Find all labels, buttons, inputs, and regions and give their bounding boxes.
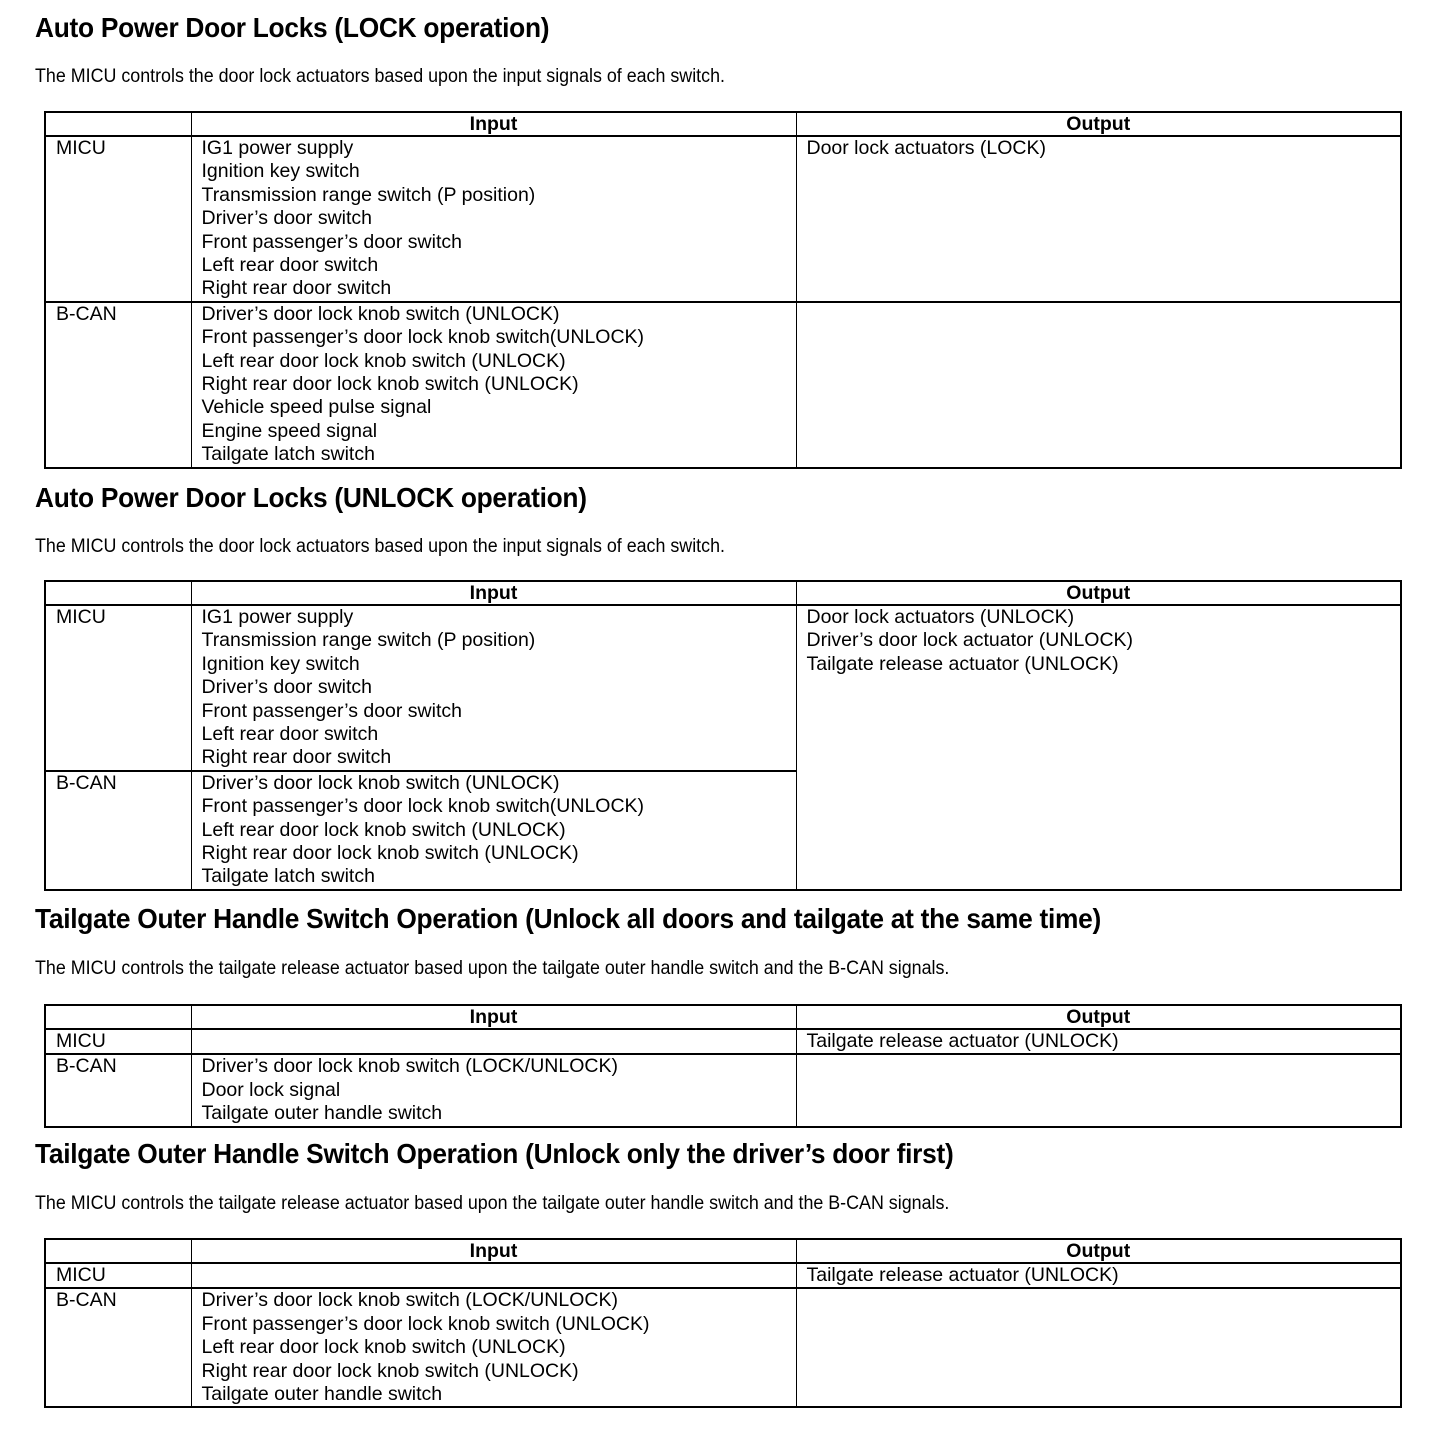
input-item: Driver’s door switch bbox=[201, 676, 372, 699]
header-blank bbox=[45, 1239, 191, 1263]
section-description: The MICU controls the tailgate release actuator based upon the tailgate outer handle switch and the B-CAN signals. bbox=[35, 1193, 950, 1214]
table-row bbox=[45, 1029, 1401, 1054]
input-item: Front passenger’s door switch bbox=[201, 699, 462, 722]
input-item: Driver’s door lock knob switch (LOCK/UNLOCK) bbox=[201, 1289, 618, 1312]
input-item: Driver’s door lock knob switch (UNLOCK) bbox=[201, 771, 560, 794]
input-item: Right rear door lock knob switch (UNLOCK) bbox=[201, 842, 579, 865]
section-title-tailgate-driver-first: Tailgate Outer Handle Switch Operation (Unlock only the driver’s door first) bbox=[35, 1138, 954, 1169]
input-cell bbox=[191, 136, 796, 302]
input-item: Door lock signal bbox=[201, 1078, 341, 1101]
source-label: B-CAN bbox=[56, 302, 117, 325]
input-cell bbox=[191, 1263, 796, 1288]
input-item: Left rear door lock knob switch (UNLOCK) bbox=[201, 1336, 566, 1359]
input-cell bbox=[191, 1029, 796, 1054]
source-cell bbox=[45, 136, 191, 302]
table-row bbox=[45, 302, 1401, 468]
table-row bbox=[45, 136, 1401, 302]
header-input: Input bbox=[191, 112, 796, 136]
input-item: Left rear door lock knob switch (UNLOCK) bbox=[201, 349, 566, 372]
source-label: MICU bbox=[56, 606, 106, 628]
section-title-tailgate-unlock-all: Tailgate Outer Handle Switch Operation (Unlock all doors and tailgate at the same time) bbox=[35, 903, 1102, 934]
input-cell bbox=[191, 1288, 796, 1407]
table-row bbox=[45, 605, 1401, 771]
input-item: Tailgate outer handle switch bbox=[201, 1383, 443, 1406]
input-item: Right rear door switch bbox=[201, 277, 392, 300]
input-item: Ignition key switch bbox=[201, 652, 360, 675]
header-blank bbox=[45, 112, 191, 136]
table-row bbox=[45, 1288, 1401, 1407]
table-header-row bbox=[45, 581, 1401, 605]
input-item: Vehicle speed pulse signal bbox=[201, 396, 432, 419]
lock-operation-table bbox=[44, 111, 1402, 469]
output-cell bbox=[796, 1054, 1401, 1126]
output-cell bbox=[796, 1288, 1401, 1407]
output-item: Tailgate release actuator (UNLOCK) bbox=[806, 1030, 1119, 1052]
input-item: Driver’s door switch bbox=[201, 207, 372, 230]
input-item: IG1 power supply bbox=[201, 606, 354, 628]
header-output: Output bbox=[796, 581, 1401, 605]
input-item: Right rear door lock knob switch (UNLOCK) bbox=[201, 1359, 579, 1382]
output-cell bbox=[796, 1029, 1401, 1054]
header-output: Output bbox=[796, 1239, 1401, 1263]
output-item: Tailgate release actuator (UNLOCK) bbox=[806, 652, 1119, 675]
header-blank bbox=[45, 1005, 191, 1029]
source-label: B-CAN bbox=[56, 1055, 117, 1078]
input-item: Front passenger’s door switch bbox=[201, 230, 462, 253]
source-cell bbox=[45, 1029, 191, 1054]
output-cell bbox=[796, 302, 1401, 468]
unlock-operation-table bbox=[44, 580, 1402, 891]
output-cell bbox=[796, 136, 1401, 302]
input-item: Left rear door switch bbox=[201, 254, 379, 277]
section-title-unlock-operation: Auto Power Door Locks (UNLOCK operation) bbox=[35, 482, 587, 513]
input-item: Tailgate latch switch bbox=[201, 865, 375, 888]
source-cell bbox=[45, 1054, 191, 1126]
table-row bbox=[45, 1054, 1401, 1126]
table-row bbox=[45, 1263, 1401, 1288]
input-item: Tailgate outer handle switch bbox=[201, 1102, 443, 1125]
table-header-row bbox=[45, 1239, 1401, 1263]
input-cell bbox=[191, 771, 796, 890]
input-item: Front passenger’s door lock knob switch (UNLOCK) bbox=[201, 1312, 650, 1335]
source-label: MICU bbox=[56, 1264, 106, 1286]
section-title-lock-operation: Auto Power Door Locks (LOCK operation) bbox=[35, 12, 550, 43]
output-cell bbox=[796, 605, 1401, 890]
input-item: IG1 power supply bbox=[201, 137, 354, 159]
input-item: Transmission range switch (P position) bbox=[201, 629, 536, 652]
output-cell bbox=[796, 1263, 1401, 1288]
input-item: Left rear door lock knob switch (UNLOCK) bbox=[201, 818, 566, 841]
section-description: The MICU controls the door lock actuators based upon the input signals of each switch. bbox=[35, 536, 725, 557]
source-label: MICU bbox=[56, 137, 106, 159]
input-item: Left rear door switch bbox=[201, 723, 379, 746]
header-blank bbox=[45, 581, 191, 605]
header-output: Output bbox=[796, 1005, 1401, 1029]
input-item: Driver’s door lock knob switch (LOCK/UNLOCK) bbox=[201, 1055, 618, 1078]
source-label: MICU bbox=[56, 1030, 106, 1052]
output-item: Tailgate release actuator (UNLOCK) bbox=[806, 1264, 1119, 1286]
section-description: The MICU controls the tailgate release actuator based upon the tailgate outer handle switch and the B-CAN signals. bbox=[35, 958, 950, 979]
source-cell bbox=[45, 605, 191, 771]
header-input: Input bbox=[191, 581, 796, 605]
source-cell bbox=[45, 1263, 191, 1288]
output-item: Door lock actuators (UNLOCK) bbox=[806, 606, 1075, 628]
input-item: Right rear door switch bbox=[201, 746, 392, 769]
output-item: Door lock actuators (LOCK) bbox=[806, 137, 1046, 159]
table-header-row bbox=[45, 112, 1401, 136]
input-cell bbox=[191, 605, 796, 771]
header-input: Input bbox=[191, 1005, 796, 1029]
input-item: Driver’s door lock knob switch (UNLOCK) bbox=[201, 302, 560, 325]
header-input: Input bbox=[191, 1239, 796, 1263]
tailgate-unlock-all-table bbox=[44, 1004, 1402, 1128]
source-cell bbox=[45, 302, 191, 468]
output-item: Driver’s door lock actuator (UNLOCK) bbox=[806, 629, 1134, 652]
input-cell bbox=[191, 1054, 796, 1126]
input-cell bbox=[191, 302, 796, 468]
source-cell bbox=[45, 771, 191, 890]
source-label: B-CAN bbox=[56, 771, 117, 794]
section-description: The MICU controls the door lock actuators based upon the input signals of each switch. bbox=[35, 66, 725, 87]
input-item: Front passenger’s door lock knob switch(UNLOCK) bbox=[201, 795, 645, 818]
table-header-row bbox=[45, 1005, 1401, 1029]
input-item: Engine speed signal bbox=[201, 419, 378, 442]
input-item: Transmission range switch (P position) bbox=[201, 183, 536, 206]
input-item: Right rear door lock knob switch (UNLOCK) bbox=[201, 373, 579, 396]
input-item: Ignition key switch bbox=[201, 160, 360, 183]
tailgate-driver-first-table bbox=[44, 1238, 1402, 1408]
input-item: Front passenger’s door lock knob switch(UNLOCK) bbox=[201, 326, 645, 349]
source-cell bbox=[45, 1288, 191, 1407]
header-output: Output bbox=[796, 112, 1401, 136]
input-item: Tailgate latch switch bbox=[201, 443, 375, 466]
source-label: B-CAN bbox=[56, 1289, 117, 1312]
